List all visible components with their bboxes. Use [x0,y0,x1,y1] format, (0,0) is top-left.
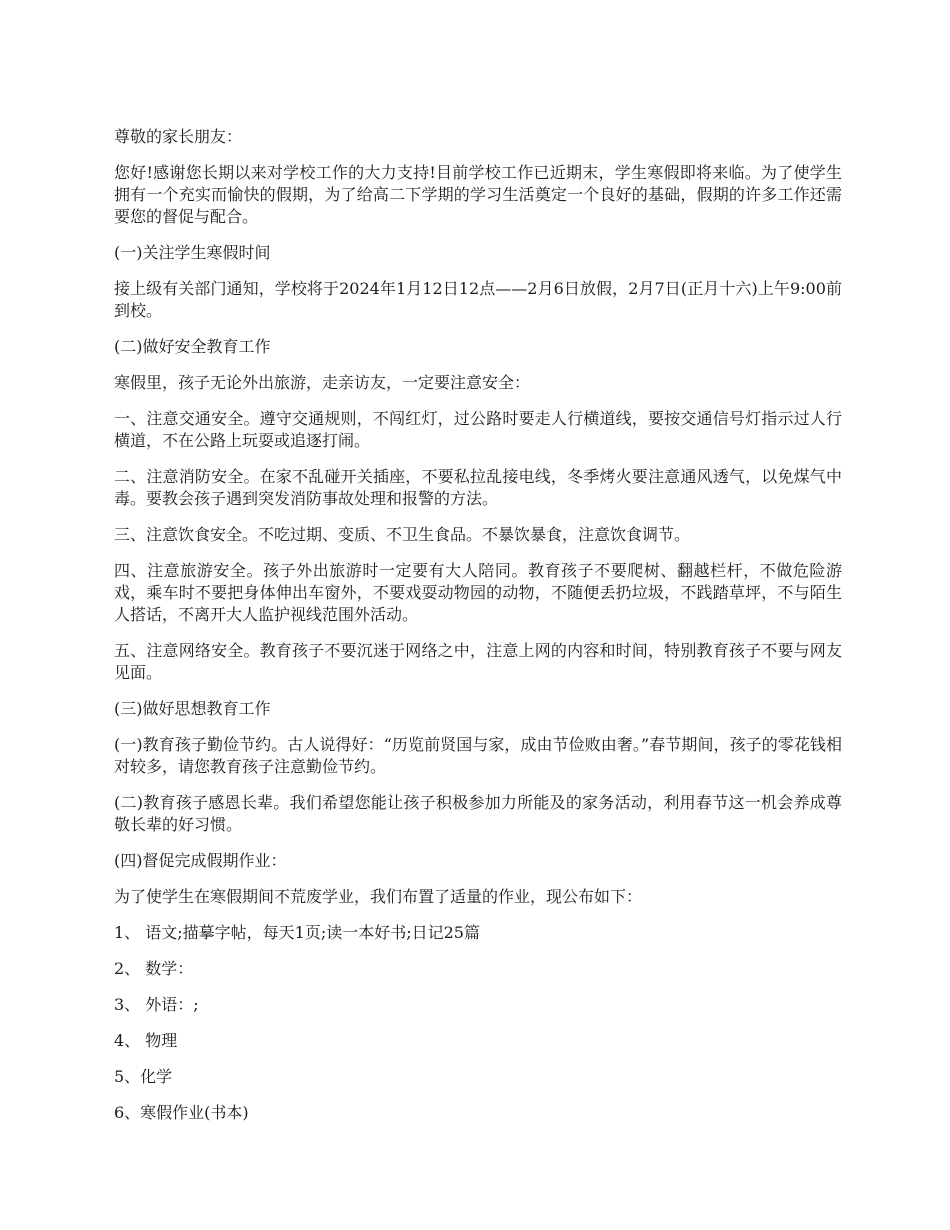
safety-item-fire: 二、注意消防安全。在家不乱碰开关插座，不要私拉乱接电线，冬季烤火要注意通风透气，以免煤气中毒。要教会孩子遇到突发消防事故处理和报警的方法。 [114,467,842,508]
safety-item-travel: 四、注意旅游安全。孩子外出旅游时一定要有大人陪同。教育孩子不要爬树、翻越栏杆，不做危险游戏，乘车时不要把身体伸出车窗外，不要戏耍动物园的动物，不随便丢扔垃圾，不践踏草坪，不与陌生人搭话，不离开大人监护视线范围外活动。 [114,561,842,624]
homework-item-chinese: 1、 语文;描摹字帖，每天1页;读一本好书;日记25篇 [114,923,480,942]
intro-paragraph: 您好!感谢您长期以来对学校工作的大力支持!目前学校工作已近期末，学生寒假即将来临。为了使学生拥有一个充实而愉快的假期，为了给高二下学期的学习生活奠定一个良好的基础，假期的许多工作还需要您的督促与配合。 [114,163,842,226]
safety-item-food: 三、注意饮食安全。不吃过期、变质、不卫生食品。不暴饮暴食，注意饮食调节。 [114,525,691,544]
safety-lead: 寒假里，孩子无论外出旅游，走亲访友，一定要注意安全： [114,373,531,392]
holiday-time-paragraph: 接上级有关部门通知，学校将于2024年1月12日12点——2月6日放假，2月7日(正月十六)上午9:00前到校。 [114,279,842,320]
moral-item-thrift: (一)教育孩子勤俭节约。古人说得好：“历览前贤国与家，成由节俭败由奢。”春节期间，孩子的零花钱相对较多，请您教育孩子注意勤俭节约。 [114,735,842,776]
homework-item-english: 3、 外语：; [114,995,199,1014]
homework-item-workbook: 6、寒假作业(书本) [114,1103,249,1122]
salutation: 尊敬的家长朋友： [114,127,243,146]
section-heading-homework: (四)督促完成假期作业： [114,851,287,870]
safety-item-internet: 五、注意网络安全。教育孩子不要沉迷于网络之中，注意上网的内容和时间，特别教育孩子不要与网友见面。 [114,641,842,682]
letter-body [114,126,842,1138]
homework-lead: 为了使学生在寒假期间不荒废学业，我们布置了适量的作业，现公布如下： [114,887,643,906]
section-heading-moral: (三)做好思想教育工作 [114,699,271,718]
homework-item-math: 2、 数学： [114,959,194,978]
homework-item-physics: 4、 物理 [114,1031,178,1050]
moral-item-gratitude: (二)教育孩子感恩长辈。我们希望您能让孩子积极参加力所能及的家务活动，利用春节这一机会养成尊敬长辈的好习惯。 [114,793,842,834]
section-heading-holiday-time: (一)关注学生寒假时间 [114,243,271,262]
section-heading-safety: (二)做好安全教育工作 [114,337,271,356]
homework-item-chemistry: 5、化学 [114,1067,173,1086]
safety-item-traffic: 一、注意交通安全。遵守交通规则，不闯红灯，过公路时要走人行横道线，要按交通信号灯指示过人行横道，不在公路上玩耍或追逐打闹。 [114,409,842,450]
